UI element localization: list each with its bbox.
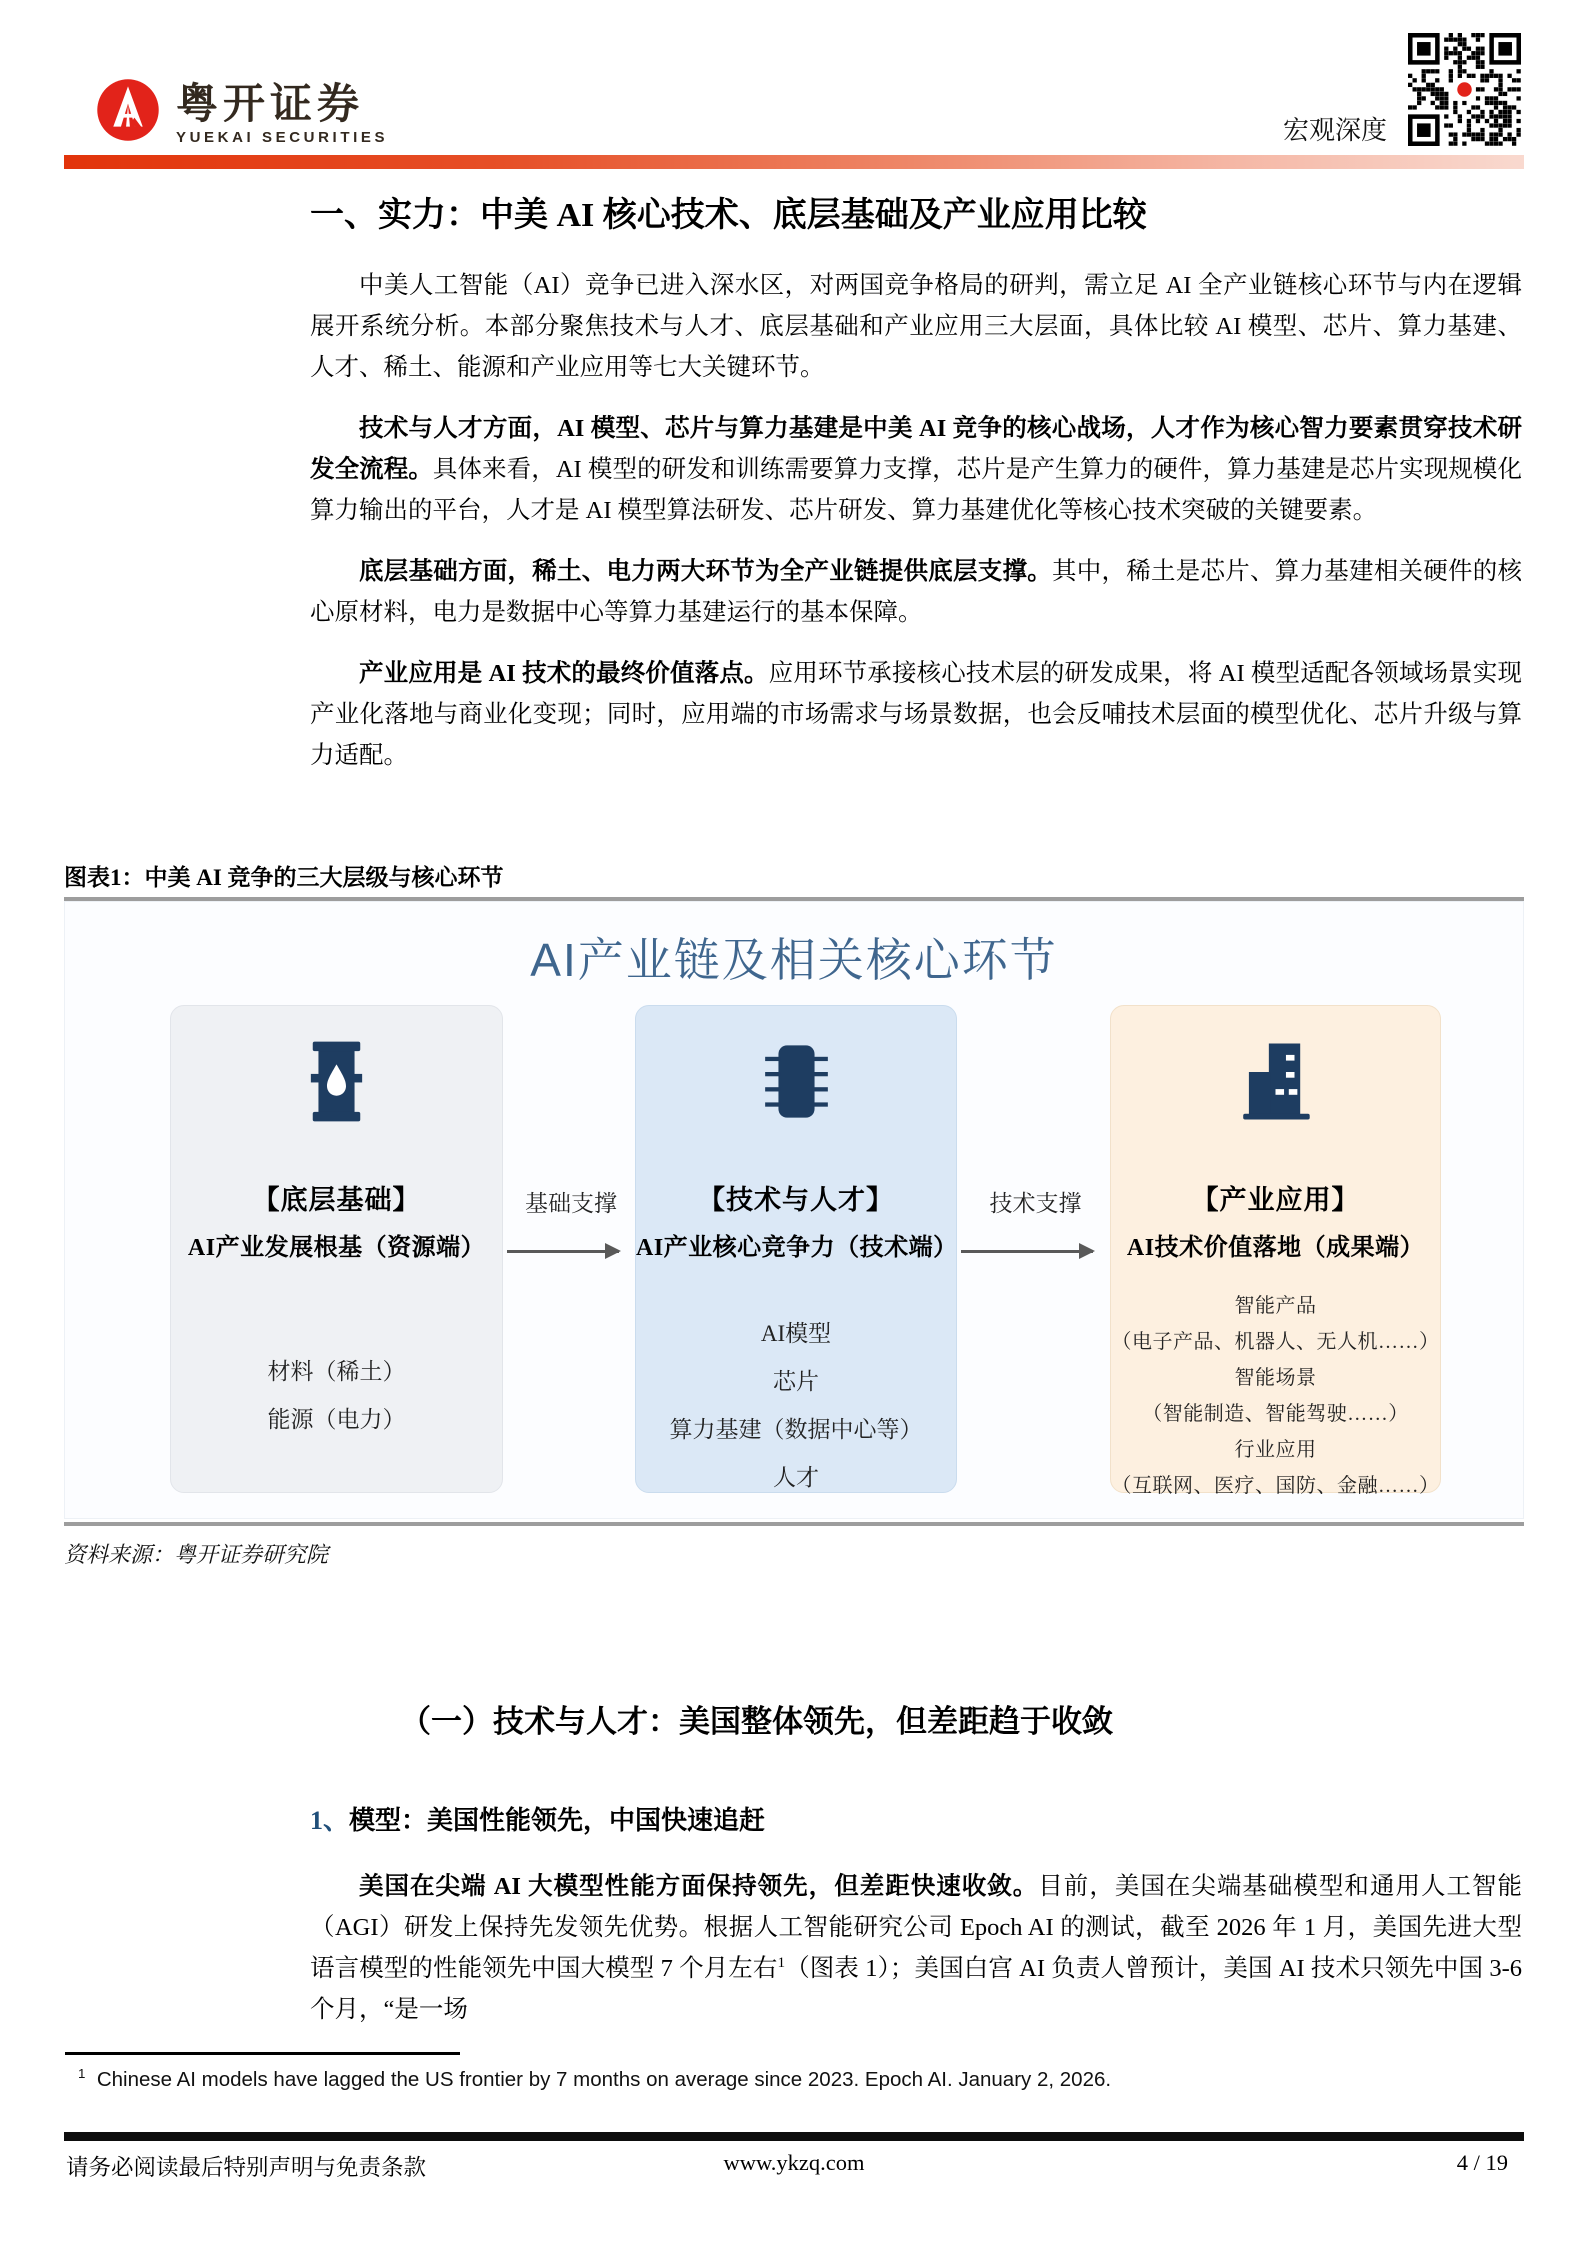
chip-icon — [749, 1034, 844, 1129]
paragraph-2-bold: 技术与人才方面，AI 模型、芯片与算力基建是中美 AI 竞争的核心战场，人才作为核心智力要素贯穿技术研发全流程。 — [310, 415, 1522, 483]
figure-1 — [64, 862, 1524, 1569]
list-item: 智能场景 — [1234, 1367, 1317, 1389]
paragraph-5 — [310, 1866, 1522, 2030]
figure-title: AI产业链及相关核心环节 — [530, 934, 1058, 986]
list-item: 芯片 — [773, 1369, 819, 1394]
list-item: 智能产品 — [1234, 1295, 1317, 1317]
paragraph-3-bold: 底层基础方面，稀土、电力两大环节为全产业链提供底层支撑。 — [359, 558, 1052, 585]
box-foundation-items — [171, 1348, 502, 1444]
footer-divider — [64, 2132, 1524, 2141]
main-content — [310, 193, 1522, 796]
subsection-number: 1、 — [310, 1806, 350, 1835]
box-application-subtitle: AI技术价值落地（成果端） — [1126, 1235, 1425, 1261]
box-foundation-subtitle: AI产业发展根基（资源端） — [187, 1235, 486, 1261]
arrow-label-foundation-support: 基础支撑 — [525, 1191, 617, 1216]
figure-caption: 图表1：中美 AI 竞争的三大层级与核心环节 — [64, 865, 504, 890]
oil-barrel-icon — [289, 1034, 384, 1129]
paragraph-4 — [310, 653, 1522, 776]
list-item: （互联网、医疗、国防、金融……） — [1111, 1475, 1440, 1497]
list-item: （智能制造、智能驾驶……） — [1142, 1403, 1409, 1425]
brand-block — [176, 82, 388, 146]
list-item: （电子产品、机器人、无人机……） — [1111, 1331, 1440, 1353]
figure-source: 资料来源：粤开证券研究院 — [64, 1542, 329, 1567]
paragraph-1 — [310, 265, 1522, 388]
box-technology-tag: 【技术与人才】 — [698, 1185, 894, 1215]
paragraph-4-text: 应用环节承接核心技术层的研发成果，将 AI 模型适配各领域场景实现产业化落地与商业化变现；同时，应用端的市场需求与场景数据，也会反哺技术层面的模型优化、芯片升级与算力适配。 — [310, 660, 1522, 769]
diagram-box-technology — [635, 1005, 957, 1493]
list-item: 人才 — [773, 1465, 819, 1490]
list-item: 行业应用 — [1234, 1439, 1317, 1461]
footnote-ref-1: 1 — [777, 1953, 786, 1971]
box-application-items — [1111, 1288, 1440, 1504]
footnote-number: 1 — [78, 2066, 86, 2081]
footer-website: www.ykzq.com — [723, 2150, 865, 2175]
box-foundation-tag: 【底层基础】 — [252, 1185, 421, 1215]
paragraph-1-text: 中美人工智能（AI）竞争已进入深水区，对两国竞争格局的研判，需立足 AI 全产业链核心环节与内在逻辑展开系统分析。本部分聚焦技术与人才、底层基础和产业应用三大层面，具体比较 AI 模型、芯片、算力基建、人才、稀土、能源和产业应用等七大关键环节。 — [310, 272, 1522, 381]
paragraph-5-text-cont: （图表 1）；美国白宫 AI 负责人曾预计，美国 AI 技术只领先中国 3-6 个月，“是一场 — [310, 1955, 1522, 2023]
right-arrow — [961, 1250, 1093, 1253]
paragraph-2-text: 具体来看，AI 模型的研发和训练需要算力支撑，芯片是产生算力的硬件，算力基建是芯片实现规模化算力输出的平台，人才是 AI 模型算法研发、芯片研发、算力基建优化等核心技术突破的关键要素。 — [310, 456, 1522, 524]
footer — [64, 2150, 1524, 2182]
footnote-1 — [78, 2066, 1458, 2092]
section-1 — [310, 1700, 1522, 2030]
subsection-title: 模型：美国性能领先，中国快速追赶 — [349, 1806, 766, 1835]
paragraph-4-bold: 产业应用是 AI 技术的最终价值落点。 — [359, 660, 769, 687]
figure-bottom-rule — [64, 1522, 1524, 1526]
paragraph-5-text: 目前，美国在尖端基础模型和通用人工智能（AGI）研发上保持先发领先优势。根据人工智能研究公司 Epoch AI 的测试，截至 2026 年 1 月，美国先进大型语言模型的性能领先中国大模型 7 个月左右 — [310, 1873, 1523, 1982]
footnote-text: Chinese AI models have lagged the US frontier by 7 months on average since 2023. Epoch AI. January 2, 2026. — [96, 2067, 1112, 2091]
footer-page-number: 4 / 19 — [1456, 2150, 1508, 2175]
paragraph-3-text: 其中，稀土是芯片、算力基建相关硬件的核心原材料，电力是数据中心等算力基建运行的基本保障。 — [310, 558, 1522, 626]
footnote-rule — [65, 2052, 460, 2055]
right-arrow — [507, 1250, 619, 1253]
qr-code — [1408, 33, 1521, 146]
figure-canvas — [64, 901, 1524, 1519]
box-application-tag: 【产业应用】 — [1191, 1185, 1360, 1215]
diagram-box-application — [1110, 1005, 1441, 1497]
list-item: 能源（电力） — [267, 1407, 406, 1432]
box-technology-subtitle: AI产业核心竞争力（技术端） — [636, 1235, 958, 1261]
diagram-box-foundation — [170, 1005, 503, 1493]
yuekai-logo-icon — [96, 78, 160, 142]
page-title: 一、实力：中美 AI 核心技术、底层基础及产业应用比较 — [310, 197, 1147, 234]
list-item: 材料（稀土） — [267, 1359, 406, 1384]
paragraph-2 — [310, 408, 1522, 531]
box-technology-items — [636, 1310, 956, 1502]
footer-disclaimer: 请务必阅读最后特别声明与免责条款 — [66, 2155, 427, 2180]
section-heading: （一）技术与人才：美国整体领先，但差距趋于收敛 — [400, 1704, 1113, 1739]
arrow-label-technology-support: 技术支撑 — [989, 1191, 1082, 1216]
paragraph-3 — [310, 551, 1522, 633]
report-type-label: 宏观深度 — [1283, 116, 1388, 145]
list-item: 算力基建（数据中心等） — [669, 1417, 923, 1442]
brand-name-en: YUEKAI SECURITIES — [176, 129, 389, 146]
brand-name-cn: 粤开证券 — [176, 80, 365, 127]
header-divider — [64, 155, 1524, 169]
buildings-icon — [1228, 1034, 1323, 1129]
paragraph-5-bold: 美国在尖端 AI 大模型性能方面保持领先，但差距快速收敛。 — [359, 1873, 1039, 1900]
subsection-heading — [310, 1804, 1522, 1838]
list-item: AI模型 — [760, 1321, 832, 1346]
